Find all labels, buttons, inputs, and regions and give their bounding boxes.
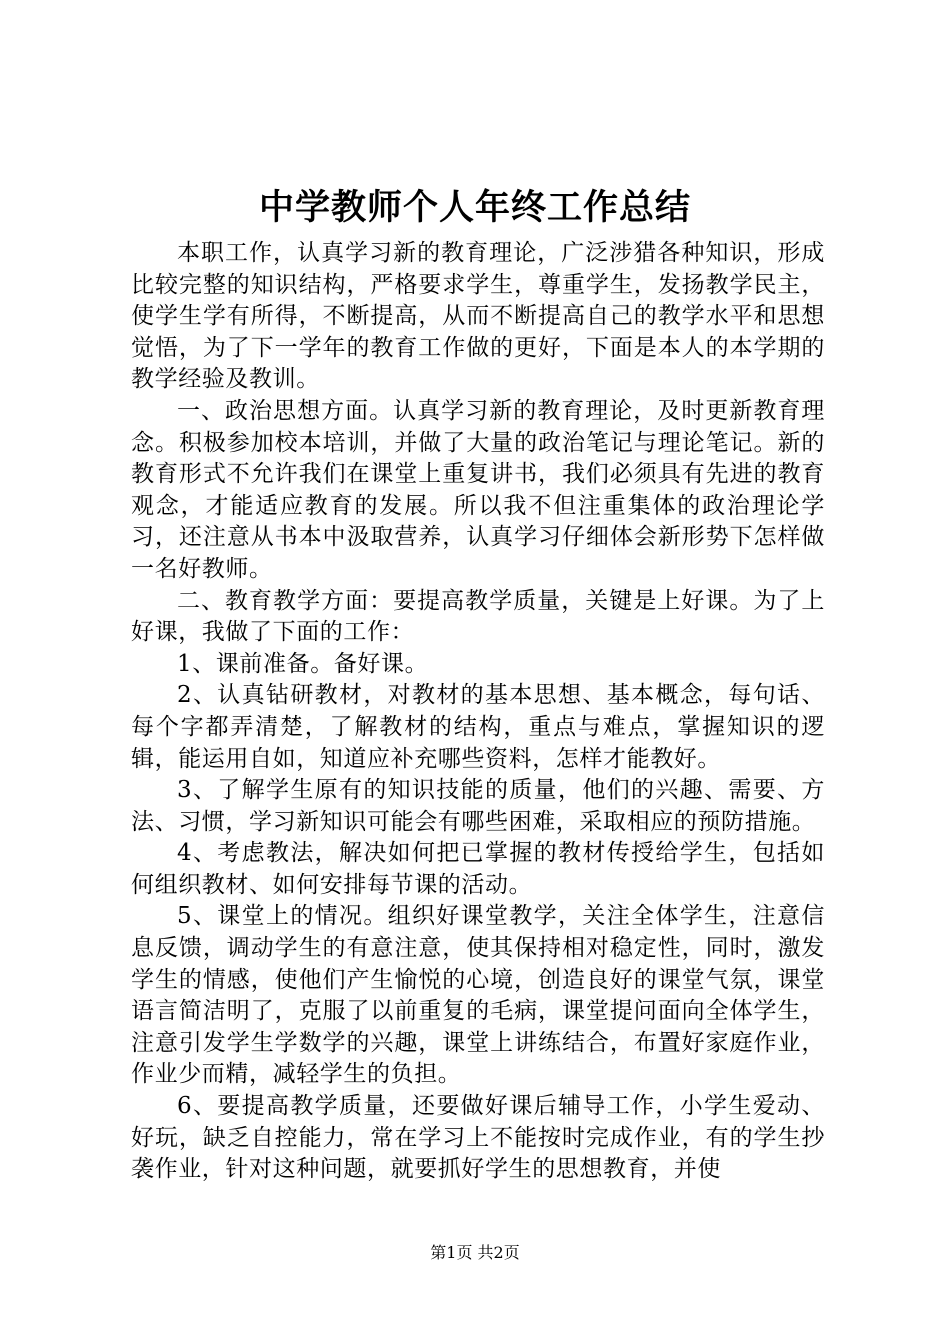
paragraph-teaching: 二、教育教学方面：要提高教学质量，关键是上好课。为了上好课，我做了下面的工作： — [131, 587, 825, 646]
paragraph-politics: 一、政治思想方面。认真学习新的教育理论，及时更新教育理念。积极参加校本培训，并做了大量的政治笔记与理论笔记。新的教育形式不允许我们在课堂上重复讲书，我们必须具有先进的教育观念，才能适应教育的发展。所以我不但注重集体的政治理论学习，还注意从书本中汲取营养，认真学习仔细体会新形势下怎样做一名好教师。 — [131, 397, 825, 582]
document-body — [131, 238, 825, 1186]
paragraph-item-2: 2、认真钻研教材，对教材的基本思想、基本概念，每句话、每个字都弄清楚，了解教材的结构，重点与难点，掌握知识的逻辑，能运用自如，知道应补充哪些资料，怎样才能教好。 — [131, 682, 825, 772]
paragraph-item-3: 3、了解学生原有的知识技能的质量，他们的兴趣、需要、方法、习惯，学习新知识可能会有哪些困难，采取相应的预防措施。 — [131, 777, 825, 835]
paragraph-item-6: 6、要提高教学质量，还要做好课后辅导工作，小学生爱动、好玩，缺乏自控能力，常在学习上不能按时完成作业，有的学生抄袭作业，针对这种问题，就要抓好学生的思想教育，并使 — [131, 1093, 825, 1183]
paragraph-item-1: 1、课前准备。备好课。 — [177, 650, 429, 677]
paragraph-item-4: 4、考虑教法，解决如何把已掌握的教材传授给学生，包括如何组织教材、如何安排每节课的活动。 — [131, 840, 825, 898]
paragraph-item-5: 5、课堂上的情况。组织好课堂教学，关注全体学生，注意信息反馈，调动学生的有意注意，使其保持相对稳定性，同时，激发学生的情感，使他们产生愉悦的心境，创造良好的课堂气氛，课堂语言简洁明了，克服了以前重复的毛病，课堂提问面向全体学生，注意引发学生学数学的兴趣，课堂上讲练结合，布置好家庭作业，作业少而精，减轻学生的负担。 — [131, 903, 825, 1088]
paragraph-intro: 本职工作，认真学习新的教育理论，广泛涉猎各种知识，形成比较完整的知识结构，严格要求学生，尊重学生，发扬教学民主，使学生学有所得，不断提高，从而不断提高自己的教学水平和思想觉悟，为了下一学年的教育工作做的更好，下面是本人的本学期的教学经验及教训。 — [131, 240, 825, 393]
page-number-footer: 第1页 共2页 — [430, 1243, 520, 1262]
document-title: 中学教师个人年终工作总结 — [258, 188, 691, 228]
